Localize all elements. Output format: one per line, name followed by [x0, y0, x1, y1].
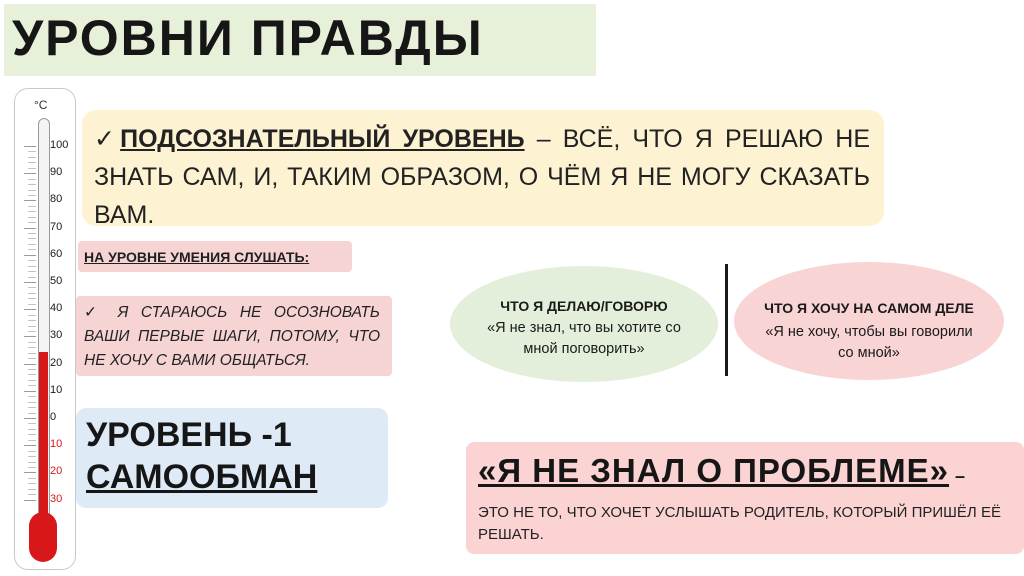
doing-quote: «Я не знал, что вы хотите со мной поговорить» — [487, 320, 681, 357]
thermometer-minor-tick — [28, 222, 36, 223]
subconscious-text — [94, 120, 870, 234]
thermometer-minor-tick — [28, 413, 36, 414]
thermometer-minor-tick — [28, 298, 36, 299]
thermometer-minor-tick — [28, 385, 36, 386]
thermometer-minor-tick — [28, 217, 36, 218]
thermometer-unit: °C — [34, 98, 48, 112]
thermometer-minor-tick — [28, 440, 36, 441]
thermometer-minor-tick — [28, 407, 36, 408]
thermometer-minor-tick — [28, 489, 36, 490]
thermometer-minor-tick — [28, 271, 36, 272]
thermometer-tick — [24, 146, 36, 147]
thermometer-minor-tick — [28, 358, 36, 359]
thermometer-tick-label: 0 — [50, 411, 57, 423]
trying-text — [84, 301, 380, 373]
thermometer-tick-label: 100 — [50, 139, 69, 151]
thermometer-minor-tick — [28, 287, 36, 288]
thermometer-tick-label: 10 — [50, 383, 63, 396]
thermometer-minor-tick — [28, 342, 36, 343]
thermometer-minor-tick — [28, 157, 36, 158]
thermometer-minor-tick — [28, 423, 36, 424]
thermometer-minor-tick — [28, 483, 36, 484]
thermometer-minor-tick — [28, 326, 36, 327]
page-title: УРОВНИ ПРАВДЫ — [12, 10, 484, 66]
wanting-quote: «Я не хочу, чтобы вы говорили со мной» — [765, 324, 973, 361]
thermometer-minor-tick — [28, 304, 36, 305]
level-title: УРОВЕНЬ -1 — [86, 416, 292, 454]
problem-text: ЭТО НЕ ТО, ЧТО ХОЧЕТ УСЛЫШАТЬ РОДИТЕЛЬ, КОТОРЫЙ ПРИШЁЛ ЕЁ РЕШАТЬ. — [478, 504, 1001, 543]
thermometer-tick — [24, 173, 36, 174]
thermometer-minor-tick — [28, 190, 36, 191]
thermometer-bulb — [29, 512, 57, 562]
thermometer-minor-tick — [28, 266, 36, 267]
thermometer-minor-tick — [28, 380, 36, 381]
thermometer-minor-tick — [28, 162, 36, 163]
thermometer-minor-tick — [28, 151, 36, 152]
thermometer-minor-tick — [28, 195, 36, 196]
thermometer-tick-label: 40 — [50, 302, 63, 315]
divider-line — [725, 264, 728, 376]
check-icon: ✓ — [84, 304, 106, 321]
thermometer-minor-tick — [28, 233, 36, 234]
thermometer-minor-tick — [28, 238, 36, 239]
thermometer-minor-tick — [28, 353, 36, 354]
thermometer-tick-label: 20 — [50, 465, 63, 478]
thermometer-tick-label: 30 — [50, 329, 63, 342]
thermometer-minor-tick — [28, 249, 36, 250]
thermometer-minor-tick — [28, 462, 36, 463]
thermometer-minor-tick — [28, 456, 36, 457]
thermometer-tick — [24, 445, 36, 446]
thermometer-minor-tick — [28, 184, 36, 185]
level-subtitle: САМООБМАН — [86, 458, 318, 496]
thermometer-tick — [24, 418, 36, 419]
thermometer-minor-tick — [28, 494, 36, 495]
thermometer-minor-tick — [28, 434, 36, 435]
thermometer-tick-label: 90 — [50, 166, 63, 179]
thermometer-minor-tick — [28, 467, 36, 468]
thermometer-minor-tick — [28, 396, 36, 397]
thermometer-minor-tick — [28, 402, 36, 403]
thermometer-tick-label: 30 — [50, 492, 63, 505]
thermometer-tick — [24, 309, 36, 310]
listening-label: НА УРОВНЕ УМЕНИЯ СЛУШАТЬ: — [84, 249, 310, 265]
problem-dash: – — [949, 466, 967, 486]
thermometer-minor-tick — [28, 374, 36, 375]
thermometer-tick-label: 10 — [50, 438, 63, 451]
thermometer-tick — [24, 500, 36, 501]
thermometer-minor-tick — [28, 429, 36, 430]
thermometer-minor-tick — [28, 260, 36, 261]
thermometer-minor-tick — [28, 168, 36, 169]
subconscious-heading: ПОДСОЗНАТЕЛЬНЫЙ УРОВЕНЬ — [120, 125, 525, 153]
thermometer-tick — [24, 391, 36, 392]
thermometer-tick — [24, 336, 36, 337]
problem-title — [478, 452, 966, 490]
thermometer-tick — [24, 200, 36, 201]
trying-description: Я СТАРАЮСЬ НЕ ОСОЗНОВАТЬ ВАШИ ПЕРВЫЕ ШАГИ, ПОТОМУ, ЧТО НЕ ХОЧУ С ВАМИ ОБЩАТЬСЯ. — [84, 304, 380, 369]
thermometer-tick-label: 50 — [50, 275, 63, 287]
thermometer-tick — [24, 228, 36, 229]
problem-quote: «Я НЕ ЗНАЛ О ПРОБЛЕМЕ» — [478, 452, 950, 489]
wanting-heading: ЧТО Я ХОЧУ НА САМОМ ДЕЛЕ — [764, 300, 974, 316]
thermometer-minor-tick — [28, 369, 36, 370]
thermometer-minor-tick — [28, 293, 36, 294]
thermometer-minor-tick — [28, 206, 36, 207]
thermometer-minor-tick — [28, 451, 36, 452]
thermometer-minor-tick — [28, 320, 36, 321]
thermometer-minor-tick — [28, 277, 36, 278]
check-icon: ✓ — [94, 125, 121, 153]
thermometer-minor-tick — [28, 315, 36, 316]
thermometer-mercury — [39, 352, 48, 522]
thermometer-minor-tick — [28, 179, 36, 180]
subconscious-description: – ВСЁ, ЧТО Я РЕШАЮ НЕ ЗНАТЬ САМ, И, ТАКИМ ОБРАЗОМ, О ЧЁМ Я НЕ МОГУ СКАЗАТЬ ВАМ. — [94, 125, 870, 229]
thermometer-tick-label: 80 — [50, 193, 63, 206]
thermometer-minor-tick — [28, 331, 36, 332]
thermometer-minor-tick — [28, 478, 36, 479]
thermometer-tick — [24, 282, 36, 283]
thermometer-tick — [24, 472, 36, 473]
thermometer-minor-tick — [28, 244, 36, 245]
thermometer-minor-tick — [28, 211, 36, 212]
thermometer-tick — [24, 255, 36, 256]
thermometer-tick-label: 70 — [50, 220, 63, 233]
thermometer-tick — [24, 364, 36, 365]
thermometer-tick-label: 20 — [50, 356, 63, 369]
doing-heading: ЧТО Я ДЕЛАЮ/ГОВОРЮ — [500, 298, 668, 314]
thermometer-tick-label: 60 — [50, 247, 63, 260]
thermometer-minor-tick — [28, 347, 36, 348]
